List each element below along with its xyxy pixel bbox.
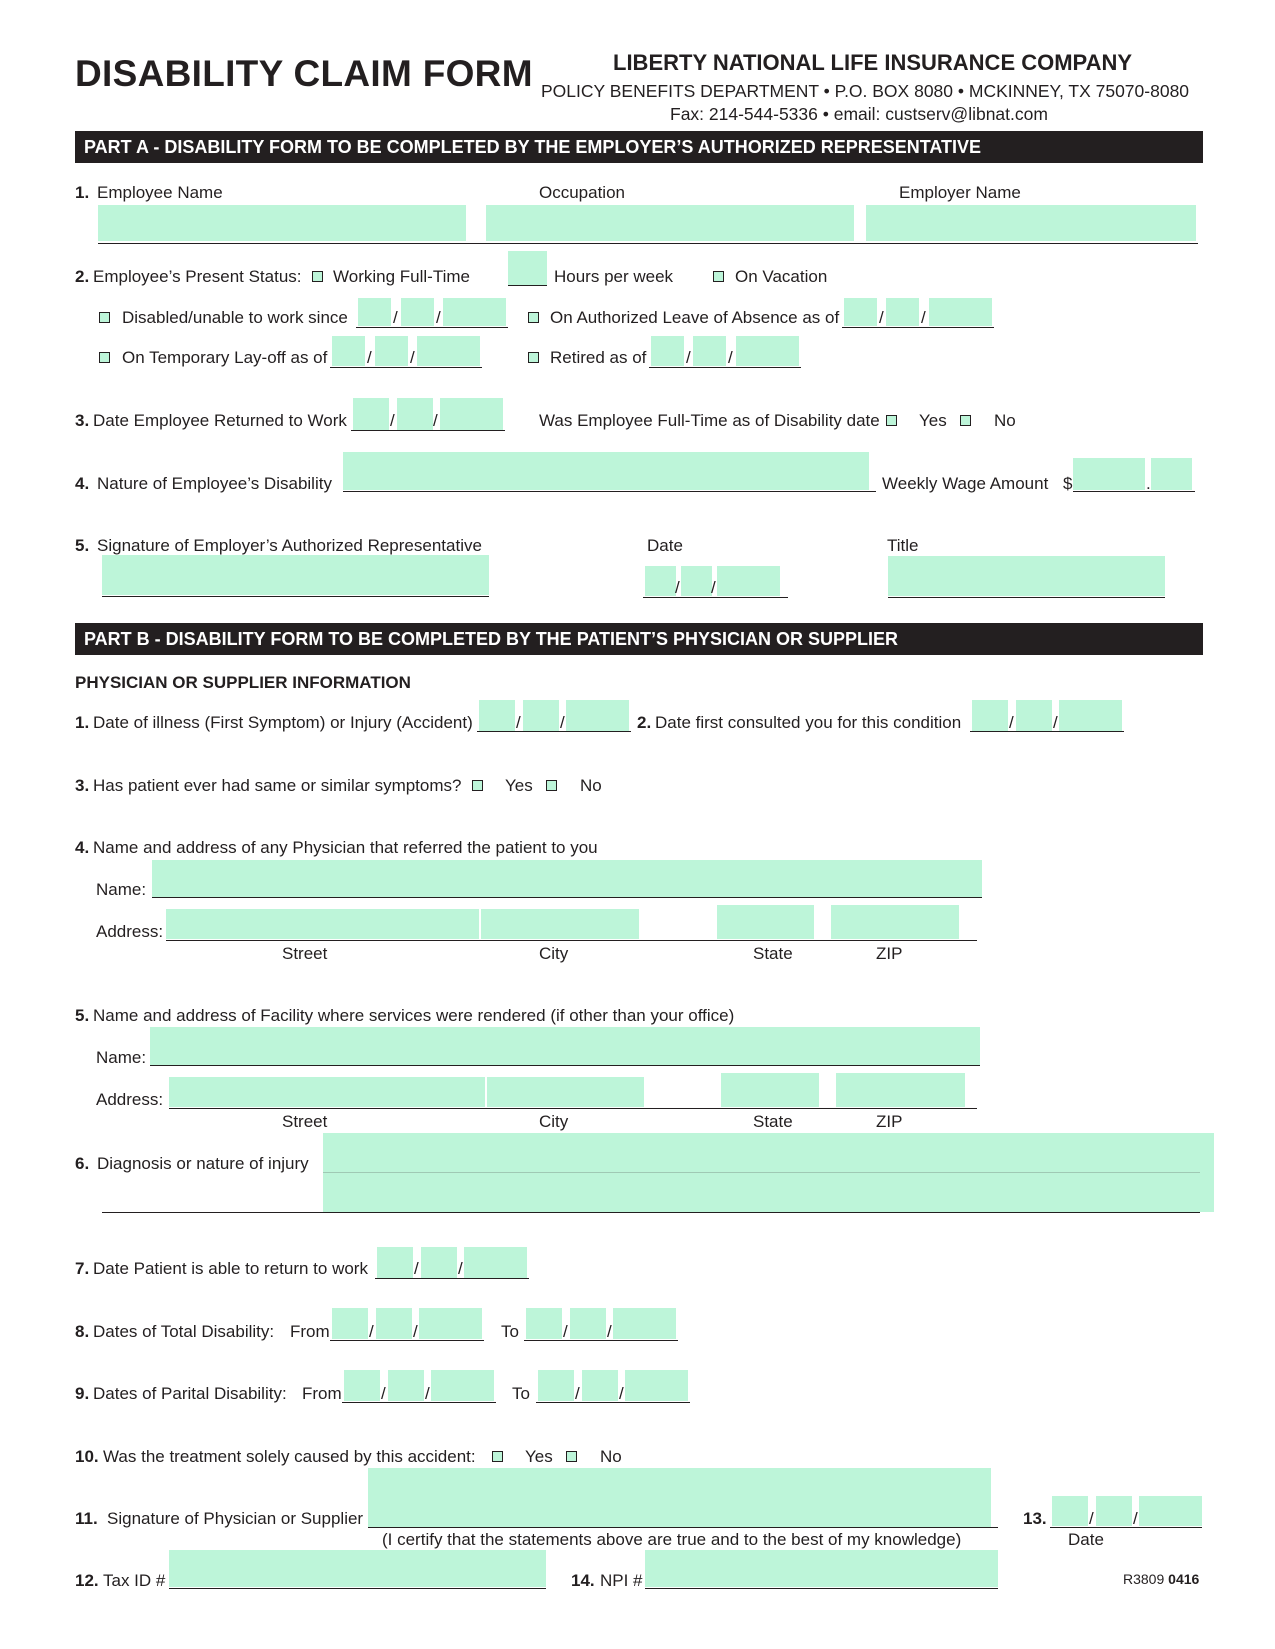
to-label: To bbox=[501, 1322, 519, 1341]
slash: / bbox=[390, 411, 395, 430]
consulted-month-field[interactable] bbox=[972, 700, 1008, 731]
facility-state-field[interactable] bbox=[721, 1073, 819, 1107]
question-number: 13. bbox=[1023, 1509, 1047, 1528]
consulted-underline bbox=[970, 731, 1124, 732]
question-number: 3. bbox=[75, 411, 90, 430]
slash: / bbox=[425, 1384, 430, 1403]
authorized-leave-label: On Authorized Leave of Absence as of bbox=[550, 308, 840, 327]
leave-year-field[interactable] bbox=[929, 298, 992, 326]
wage-underline bbox=[1073, 491, 1195, 492]
diagnosis-label: Diagnosis or nature of injury bbox=[97, 1154, 309, 1173]
employer-name-label: Employer Name bbox=[899, 183, 1021, 202]
tax-id-field[interactable] bbox=[169, 1550, 546, 1587]
full-time-no-checkbox[interactable] bbox=[960, 415, 971, 426]
signature-physician-label: Signature of Physician or Supplier bbox=[107, 1509, 364, 1528]
slash: / bbox=[516, 713, 521, 732]
slash: / bbox=[367, 348, 372, 367]
total-to-year-field[interactable] bbox=[613, 1308, 676, 1339]
physician-date-caption: Date bbox=[1068, 1530, 1104, 1549]
npi-field[interactable] bbox=[645, 1550, 998, 1587]
dollar-sign: $ bbox=[1063, 474, 1073, 493]
retired-checkbox[interactable] bbox=[528, 352, 539, 363]
total-to-month-field[interactable] bbox=[526, 1308, 562, 1339]
part-b-heading: PART B - DISABILITY FORM TO BE COMPLETED BY THE PATIENT’S PHYSICIAN OR SUPPLIER bbox=[75, 623, 1203, 655]
partial-from-month-field[interactable] bbox=[344, 1370, 380, 1401]
physician-date-underline bbox=[1050, 1527, 1202, 1528]
solely-yes-checkbox[interactable] bbox=[492, 1451, 503, 1462]
return-month-field[interactable] bbox=[377, 1247, 413, 1278]
retired-month-field[interactable] bbox=[651, 336, 684, 366]
solely-no-label: No bbox=[600, 1447, 622, 1466]
slash: / bbox=[607, 1322, 612, 1341]
layoff-month-field[interactable] bbox=[332, 336, 365, 366]
physician-date-month-field[interactable] bbox=[1052, 1496, 1088, 1526]
question-number: 6. bbox=[75, 1154, 90, 1173]
weekly-wage-label: Weekly Wage Amount bbox=[882, 474, 1049, 493]
temporary-layoff-checkbox[interactable] bbox=[99, 352, 110, 363]
slash: / bbox=[921, 308, 926, 327]
slash: / bbox=[1089, 1509, 1094, 1528]
slash: / bbox=[686, 348, 691, 367]
question-number: 14. bbox=[571, 1571, 595, 1590]
layoff-year-field[interactable] bbox=[417, 336, 480, 366]
full-time-no-label: No bbox=[994, 411, 1016, 430]
symptoms-no-label: No bbox=[580, 776, 602, 795]
total-to-day-field[interactable] bbox=[570, 1308, 606, 1339]
form-title: DISABILITY CLAIM FORM bbox=[75, 53, 533, 94]
partial-from-day-field[interactable] bbox=[388, 1370, 424, 1401]
occupation-label: Occupation bbox=[539, 183, 625, 202]
facility-street-field[interactable] bbox=[169, 1077, 485, 1107]
consulted-year-field[interactable] bbox=[1059, 700, 1122, 731]
date-illness-label: Date of illness (First Symptom) or Injury (Accident) bbox=[93, 713, 473, 732]
working-full-time-label: Working Full-Time bbox=[333, 267, 470, 286]
total-from-underline bbox=[330, 1340, 484, 1341]
slash: / bbox=[413, 1322, 418, 1341]
diagnosis-line-2 bbox=[102, 1212, 1200, 1213]
state-caption: State bbox=[753, 944, 793, 963]
from-label: From bbox=[290, 1322, 330, 1341]
certify-statement: (I certify that the statements above are true and to the best of my knowledge) bbox=[382, 1530, 962, 1549]
slash: / bbox=[410, 348, 415, 367]
question-number: 4. bbox=[75, 474, 90, 493]
nature-underline bbox=[343, 491, 876, 492]
rep-date-year-field[interactable] bbox=[717, 566, 780, 596]
present-status-label: Employee’s Present Status: bbox=[93, 267, 302, 286]
symptoms-no-checkbox[interactable] bbox=[546, 780, 557, 791]
total-disability-label: Dates of Total Disability: bbox=[93, 1322, 275, 1341]
illness-underline bbox=[477, 731, 631, 732]
slash: / bbox=[1053, 713, 1058, 732]
wage-cents-field[interactable] bbox=[1151, 458, 1192, 490]
street-caption: Street bbox=[282, 1112, 328, 1131]
total-to-underline bbox=[524, 1340, 678, 1341]
slash: / bbox=[381, 1384, 386, 1403]
facility-name-field[interactable] bbox=[150, 1027, 980, 1065]
occupation-field[interactable] bbox=[486, 205, 854, 241]
disabled-year-field[interactable] bbox=[443, 298, 506, 326]
from-label: From bbox=[302, 1384, 342, 1403]
on-vacation-label: On Vacation bbox=[735, 267, 828, 286]
referrer-address-label: Address: bbox=[96, 922, 164, 941]
question-number: 1. bbox=[75, 183, 90, 202]
slash: / bbox=[728, 348, 733, 367]
hours-per-week-label: Hours per week bbox=[554, 267, 674, 286]
employee-name-field[interactable] bbox=[98, 205, 466, 241]
signature-rep-field[interactable] bbox=[102, 555, 489, 595]
authorized-leave-checkbox[interactable] bbox=[528, 312, 539, 323]
facility-address-underline bbox=[169, 1108, 977, 1109]
nature-disability-field[interactable] bbox=[343, 452, 869, 490]
physician-date-day-field[interactable] bbox=[1096, 1496, 1132, 1526]
consulted-day-field[interactable] bbox=[1016, 700, 1052, 731]
question-number: 7. bbox=[75, 1259, 90, 1278]
leave-month-field[interactable] bbox=[844, 298, 877, 326]
city-caption: City bbox=[539, 944, 569, 963]
question-number: 2. bbox=[75, 267, 90, 286]
referrer-zip-field[interactable] bbox=[831, 905, 959, 939]
partial-to-day-field[interactable] bbox=[582, 1370, 618, 1401]
partial-from-year-field[interactable] bbox=[431, 1370, 494, 1401]
question-number: 12. bbox=[75, 1571, 99, 1590]
partial-disability-label: Dates of Parital Disability: bbox=[93, 1384, 287, 1403]
full-time-question-label: Was Employee Full-Time as of Disability date bbox=[539, 411, 880, 430]
question-number: 5. bbox=[75, 1006, 90, 1025]
retired-year-field[interactable] bbox=[736, 336, 799, 366]
date-label: Date bbox=[647, 536, 683, 555]
slash: / bbox=[458, 1259, 463, 1278]
disabled-since-label: Disabled/unable to work since bbox=[122, 308, 348, 327]
slash: / bbox=[675, 578, 680, 597]
slash: / bbox=[436, 308, 441, 327]
on-vacation-checkbox[interactable] bbox=[713, 271, 724, 282]
to-label: To bbox=[512, 1384, 530, 1403]
question-number: 10. bbox=[75, 1447, 99, 1466]
zip-caption: ZIP bbox=[876, 944, 903, 963]
company-address: POLICY BENEFITS DEPARTMENT • P.O. BOX 8080 • MCKINNEY, TX 75070-8080 bbox=[541, 81, 1190, 101]
partial-to-underline bbox=[536, 1402, 690, 1403]
tax-id-underline bbox=[169, 1588, 546, 1589]
question-number: 4. bbox=[75, 838, 90, 857]
temporary-layoff-label: On Temporary Lay-off as of bbox=[122, 348, 328, 367]
title-label: Title bbox=[887, 536, 919, 555]
full-time-yes-checkbox[interactable] bbox=[886, 415, 897, 426]
npi-label: NPI # bbox=[600, 1571, 643, 1590]
npi-underline bbox=[645, 1588, 998, 1589]
referrer-city-field[interactable] bbox=[481, 909, 639, 939]
layoff-underline bbox=[330, 367, 482, 368]
disabled-day-field[interactable] bbox=[401, 298, 434, 326]
referrer-state-field[interactable] bbox=[717, 905, 814, 939]
question-number: 11. bbox=[75, 1509, 98, 1528]
disabled-month-field[interactable] bbox=[358, 298, 391, 326]
nature-disability-label: Nature of Employee’s Disability bbox=[97, 474, 332, 493]
part-a-heading: PART A - DISABILITY FORM TO BE COMPLETED BY THE EMPLOYER’S AUTHORIZED REPRESENTATIVE bbox=[75, 131, 1203, 163]
facility-zip-field[interactable] bbox=[836, 1073, 965, 1107]
retired-underline bbox=[649, 367, 801, 368]
total-from-day-field[interactable] bbox=[376, 1308, 412, 1339]
illness-month-field[interactable] bbox=[479, 700, 515, 731]
question-number: 2. bbox=[637, 713, 652, 732]
referrer-address-underline bbox=[166, 940, 977, 941]
return-year-field[interactable] bbox=[464, 1247, 527, 1278]
slash: / bbox=[560, 713, 565, 732]
partial-to-month-field[interactable] bbox=[538, 1370, 574, 1401]
question-number: 9. bbox=[75, 1384, 90, 1403]
slash: / bbox=[563, 1322, 568, 1341]
slash: / bbox=[711, 578, 716, 597]
decimal-point: . bbox=[1146, 474, 1151, 493]
retired-day-field[interactable] bbox=[693, 336, 726, 366]
referrer-name-label: Name: bbox=[96, 880, 147, 899]
rep-date-month-field[interactable] bbox=[645, 566, 676, 596]
referrer-name-underline bbox=[152, 897, 982, 898]
slash: / bbox=[414, 1259, 419, 1278]
returned-year-field[interactable] bbox=[440, 398, 503, 430]
company-name: LIBERTY NATIONAL LIFE INSURANCE COMPANY bbox=[613, 50, 1133, 75]
question-number: 8. bbox=[75, 1322, 90, 1341]
physician-date-year-field[interactable] bbox=[1139, 1496, 1202, 1526]
return-underline bbox=[375, 1278, 529, 1279]
facility-label: Name and address of Facility where services were rendered (if other than your office) bbox=[93, 1006, 735, 1025]
returned-month-field[interactable] bbox=[353, 398, 389, 430]
total-from-month-field[interactable] bbox=[332, 1308, 368, 1339]
title-field[interactable] bbox=[888, 556, 1165, 596]
returned-day-field[interactable] bbox=[397, 398, 433, 430]
date-returned-label: Date Employee Returned to Work bbox=[93, 411, 347, 430]
signature-rep-label: Signature of Employer’s Authorized Representative bbox=[97, 536, 482, 555]
leave-underline bbox=[842, 327, 994, 328]
company-contact: Fax: 214-544-5336 • email: custserv@libnat.com bbox=[670, 104, 1048, 124]
q1-underline bbox=[98, 243, 1198, 244]
solely-caused-label: Was the treatment solely caused by this accident: bbox=[103, 1447, 476, 1466]
signature-physician-field[interactable] bbox=[368, 1468, 991, 1527]
date-first-consulted-label: Date first consulted you for this condition bbox=[655, 713, 962, 732]
slash: / bbox=[369, 1322, 374, 1341]
question-number: 5. bbox=[75, 536, 90, 555]
full-time-yes-label: Yes bbox=[919, 411, 947, 430]
diagnosis-line-1 bbox=[323, 1172, 1200, 1173]
form-code-revision: 0416 bbox=[1168, 1571, 1200, 1587]
street-caption: Street bbox=[282, 944, 328, 963]
hours-per-week-field[interactable] bbox=[508, 251, 547, 285]
illness-year-field[interactable] bbox=[566, 700, 629, 731]
question-number: 1. bbox=[75, 713, 90, 732]
form-code-number: R3809 bbox=[1123, 1571, 1165, 1587]
disabled-underline bbox=[356, 327, 508, 328]
leave-day-field[interactable] bbox=[886, 298, 919, 326]
facility-address-label: Address: bbox=[96, 1090, 164, 1109]
illness-day-field[interactable] bbox=[523, 700, 559, 731]
employee-name-label: Employee Name bbox=[97, 183, 223, 202]
similar-symptoms-label: Has patient ever had same or similar symptoms? bbox=[93, 776, 462, 795]
partial-to-year-field[interactable] bbox=[625, 1370, 688, 1401]
physician-info-subheading: PHYSICIAN OR SUPPLIER INFORMATION bbox=[75, 673, 411, 692]
return-day-field[interactable] bbox=[421, 1247, 457, 1278]
disabled-checkbox[interactable] bbox=[99, 312, 110, 323]
wage-dollars-field[interactable] bbox=[1073, 458, 1145, 490]
symptoms-yes-label: Yes bbox=[505, 776, 533, 795]
tax-id-label: Tax ID # bbox=[103, 1571, 166, 1590]
referring-physician-label: Name and address of any Physician that referred the patient to you bbox=[93, 838, 598, 857]
slash: / bbox=[1133, 1509, 1138, 1528]
signature-rep-underline bbox=[102, 596, 489, 597]
facility-city-field[interactable] bbox=[487, 1077, 644, 1107]
title-underline bbox=[888, 597, 1165, 598]
signature-physician-underline bbox=[368, 1527, 998, 1528]
total-from-year-field[interactable] bbox=[419, 1308, 482, 1339]
partial-from-underline bbox=[342, 1402, 496, 1403]
hours-underline bbox=[508, 285, 547, 286]
slash: / bbox=[619, 1384, 624, 1403]
slash: / bbox=[879, 308, 884, 327]
solely-yes-label: Yes bbox=[525, 1447, 553, 1466]
return-to-work-label: Date Patient is able to return to work bbox=[93, 1259, 368, 1278]
facility-name-underline bbox=[150, 1065, 980, 1066]
slash: / bbox=[1009, 713, 1014, 732]
employer-name-field[interactable] bbox=[866, 205, 1196, 241]
returned-underline bbox=[351, 430, 505, 431]
facility-name-label: Name: bbox=[96, 1048, 147, 1067]
referrer-name-field[interactable] bbox=[152, 860, 982, 897]
symptoms-yes-checkbox[interactable] bbox=[472, 780, 483, 791]
slash: / bbox=[433, 411, 438, 430]
zip-caption: ZIP bbox=[876, 1112, 903, 1131]
rep-date-day-field[interactable] bbox=[681, 566, 712, 596]
solely-no-checkbox[interactable] bbox=[566, 1451, 577, 1462]
form-code bbox=[1123, 1569, 1199, 1589]
city-caption: City bbox=[539, 1112, 569, 1131]
state-caption: State bbox=[753, 1112, 793, 1131]
referrer-street-field[interactable] bbox=[166, 909, 479, 939]
retired-label: Retired as of bbox=[550, 348, 647, 367]
working-full-time-checkbox[interactable] bbox=[312, 271, 323, 282]
layoff-day-field[interactable] bbox=[375, 336, 408, 366]
question-number: 3. bbox=[75, 776, 90, 795]
slash: / bbox=[575, 1384, 580, 1403]
slash: / bbox=[393, 308, 398, 327]
